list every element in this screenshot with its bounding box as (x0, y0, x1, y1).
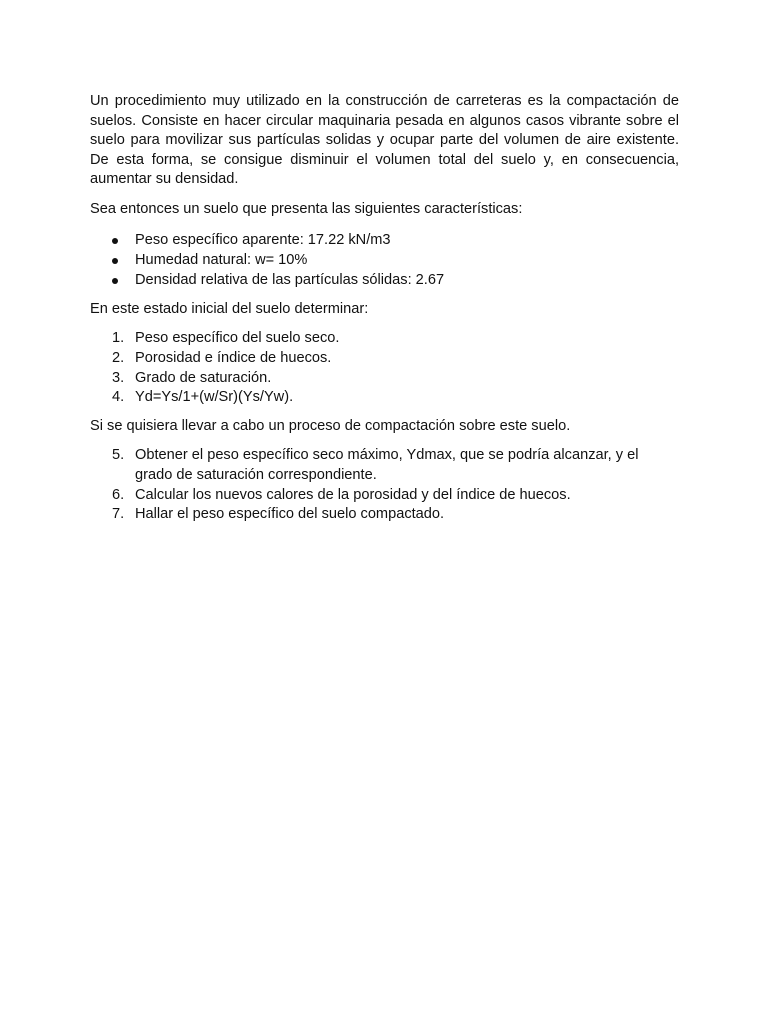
list-item-text: Peso específico del suelo seco. (135, 330, 340, 347)
list-item-text: Peso específico aparente: 17.22 kN/m3 (135, 231, 391, 248)
list-item (90, 505, 679, 525)
compaction-tasks-list (90, 446, 679, 524)
list-item-text: Humedad natural: w= 10% (135, 251, 308, 268)
list-item (90, 270, 679, 290)
bullet-icon (112, 238, 118, 244)
bullet-icon (112, 258, 118, 264)
list-item-text: Grado de saturación. (135, 369, 272, 386)
list-item-text: Porosidad e índice de huecos. (135, 349, 332, 366)
list-item-number: 5. (112, 447, 125, 464)
compaction-intro: Si se quisiera llevar a cabo un proceso de compactación sobre este suelo. (90, 417, 571, 434)
list-item (90, 230, 679, 250)
bullet-icon (112, 278, 118, 284)
list-item-text: Hallar el peso específico del suelo compactado. (135, 506, 445, 523)
list-item-number: 2. (112, 349, 125, 366)
list-item-number: 3. (112, 369, 125, 386)
document-page (90, 92, 679, 534)
list-item-number: 7. (112, 506, 125, 523)
list-item-text: Calcular los nuevos calores de la porosidad y del índice de huecos. (135, 486, 571, 503)
list-item (90, 329, 679, 349)
intro-paragraph: Un procedimiento muy utilizado en la construcción de carreteras es la compactación de suelos. Consiste en hacer circular maquinaria pesada en algunos casos vibrante sobre el suelo para movilizar sus partículas solidas y ocupar parte del volumen de aire existente. De esta forma, se consigue disminuir el volumen total del suelo y, en consecuencia, aumentar su densidad. (90, 93, 679, 188)
list-item (90, 388, 679, 408)
characteristics-intro: Sea entonces un suelo que presenta las siguientes características: (90, 200, 523, 217)
list-item-text: Densidad relativa de las partículas sólidas: 2.67 (135, 272, 445, 289)
initial-state-intro: En este estado inicial del suelo determinar: (90, 300, 369, 317)
list-item (90, 349, 679, 369)
list-item-number: 6. (112, 486, 125, 503)
characteristics-list (90, 230, 679, 291)
list-item-text: Obtener el peso específico seco máximo, Ydmax, que se podría alcanzar, y el grado de saturación correspondiente. (135, 447, 639, 483)
initial-tasks-list (90, 329, 679, 407)
list-item-number: 1. (112, 330, 125, 347)
list-item-text: Yd=Ys/1+(w/Sr)(Ys/Yw). (135, 389, 294, 406)
list-item (90, 250, 679, 270)
list-item-number: 4. (112, 389, 125, 406)
list-item (90, 369, 679, 389)
list-item (90, 446, 679, 485)
list-item (90, 486, 679, 506)
